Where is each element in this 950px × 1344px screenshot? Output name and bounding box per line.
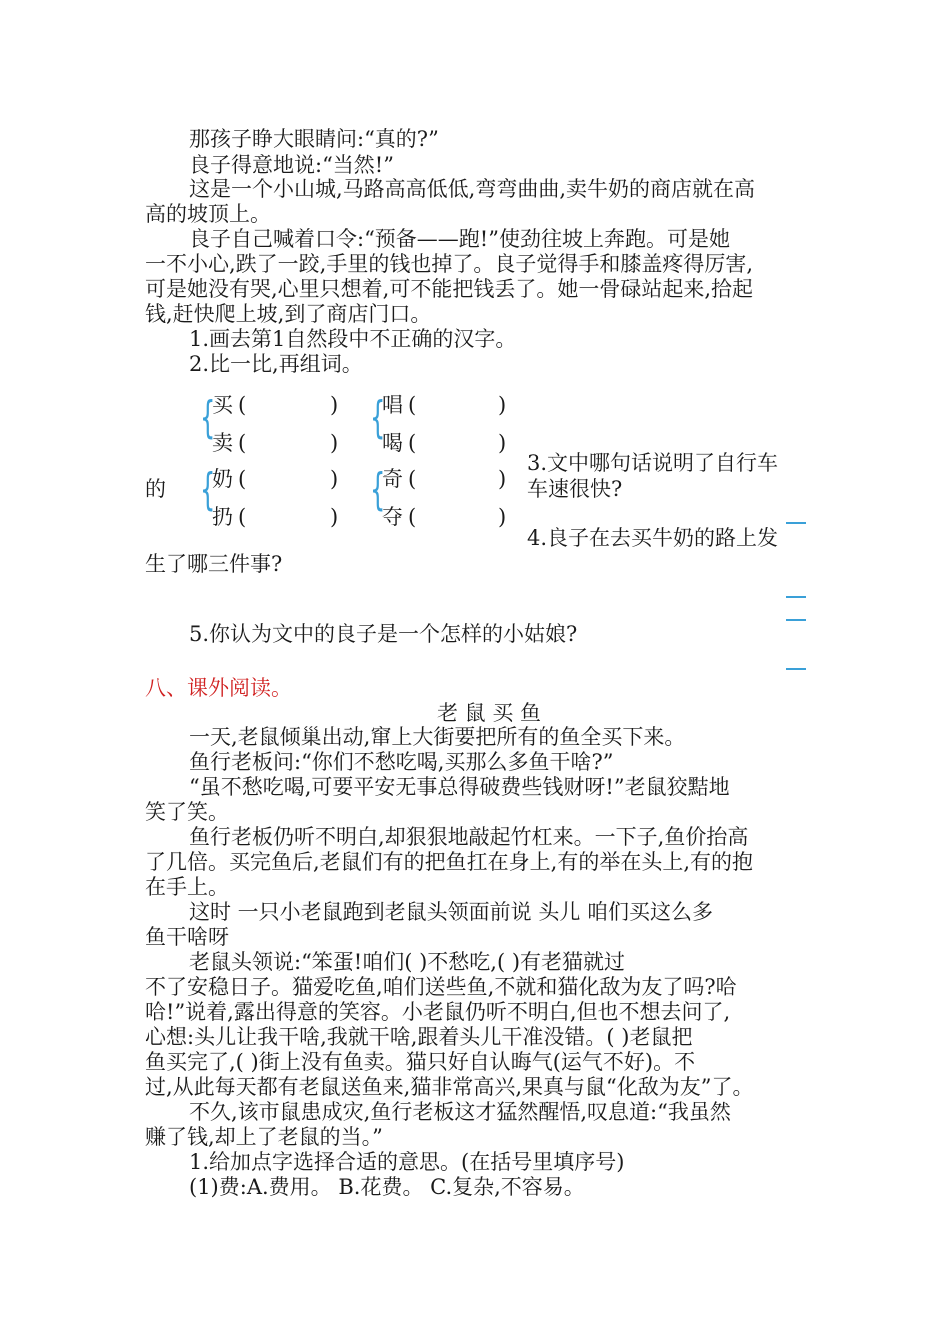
blank-open-paren: (: [238, 505, 247, 529]
word-char: 卖: [212, 431, 233, 455]
blank-close-paren: ): [330, 505, 339, 529]
passage-line: 这是一个小山城,马路高高低低,弯弯曲曲,卖牛奶的商店就在高: [189, 177, 756, 201]
passage-line: 良子得意地说:“当然!”: [189, 153, 394, 177]
blank-open-paren: (: [408, 431, 417, 455]
passage-line: 可是她没有哭,心里只想着,可不能把钱丢了。她一骨碌站起来,拾起: [145, 277, 754, 301]
answer-line: [786, 619, 806, 621]
brace-icon: {: [370, 392, 386, 443]
story-line: 赚了钱,却上了老鼠的当。”: [145, 1125, 383, 1149]
word-char: 奇: [382, 467, 403, 491]
story-line: 鱼买完了,( )街上没有鱼卖。猫只好自认晦气(运气不好)。不: [145, 1050, 696, 1074]
blank-close-paren: ): [498, 467, 507, 491]
story-line: 一天,老鼠倾巢出动,窜上大街要把所有的鱼全买下来。: [189, 725, 686, 749]
word-char: 扔: [212, 505, 233, 529]
question-2: 2.比一比,再组词。: [189, 352, 363, 376]
story-line: 心想:头儿让我干啥,我就干啥,跟着头儿干准没错。( )老鼠把: [145, 1025, 693, 1049]
story-title: 老 鼠 买 鱼: [437, 701, 542, 725]
section-heading: 八、课外阅读。: [145, 676, 292, 700]
question-5: 5.你认为文中的良子是一个怎样的小姑娘?: [189, 622, 578, 646]
question-1: 1.画去第1自然段中不正确的汉字。: [189, 327, 517, 351]
word-char: 奶: [212, 467, 233, 491]
word-char: 买: [212, 393, 233, 417]
answer-line: [786, 522, 806, 524]
blank-open-paren: (: [408, 505, 417, 529]
story-line: 不了安稳日子。猫爱吃鱼,咱们送些鱼,不就和猫化敌为友了吗?哈: [145, 975, 737, 999]
blank-close-paren: ): [498, 505, 507, 529]
story-line: 鱼行老板仍听不明白,却狠狠地敲起竹杠来。一下子,鱼价抬高: [189, 825, 749, 849]
passage-line: 高的坡顶上。: [145, 202, 271, 226]
blank-open-paren: (: [238, 431, 247, 455]
story-line: 哈!”说着,露出得意的笑容。小老鼠仍听不明白,但也不想去问了,: [145, 1000, 731, 1024]
word-char: 夺: [382, 505, 403, 529]
story-line: 了几倍。买完鱼后,老鼠们有的把鱼扛在身上,有的举在头上,有的抱: [145, 850, 754, 874]
story-question-1-option: (1)费:A.费用。 B.花费。 C.复杂,不容易。: [189, 1175, 585, 1199]
question-3-line: 3.文中哪句话说明了自行车: [527, 451, 779, 475]
story-line: 过,从此每天都有老鼠送鱼来,猫非常高兴,果真与鼠“化敌为友”了。: [145, 1075, 754, 1099]
brace-icon: {: [200, 392, 216, 443]
story-line: 在手上。: [145, 875, 229, 899]
passage-line: 良子自己喊着口令:“预备——跑!”使劲往坡上奔跑。可是她: [189, 227, 730, 251]
question-4-line: 生了哪三件事?: [145, 552, 283, 576]
story-line: 鱼行老板问:“你们不愁吃喝,买那么多鱼干啥?”: [189, 750, 614, 774]
passage-line: 那孩子睁大眼睛问:“真的?”: [189, 127, 439, 151]
passage-line: 钱,赶快爬上坡,到了商店门口。: [145, 302, 432, 326]
story-line: 笑了笑。: [145, 800, 229, 824]
de-label: 的: [145, 477, 166, 501]
blank-close-paren: ): [330, 467, 339, 491]
story-line: 不久,该市鼠患成灾,鱼行老板这才猛然醒悟,叹息道:“我虽然: [189, 1100, 731, 1124]
blank-open-paren: (: [238, 393, 247, 417]
story-line: “虽不愁吃喝,可要平安无事总得破费些钱财呀!”老鼠狡黠地: [189, 775, 730, 799]
blank-open-paren: (: [408, 393, 417, 417]
passage-line: 一不小心,跌了一跤,手里的钱也掉了。良子觉得手和膝盖疼得厉害,: [145, 252, 754, 276]
word-char: 唱: [382, 393, 403, 417]
blank-open-paren: (: [238, 467, 247, 491]
answer-line: [786, 596, 806, 598]
blank-close-paren: ): [498, 393, 507, 417]
word-char: 喝: [382, 431, 403, 455]
story-line: 这时 一只小老鼠跑到老鼠头领面前说 头儿 咱们买这么多: [189, 900, 714, 924]
story-question-1: 1.给加点字选择合适的意思。(在括号里填序号): [189, 1150, 625, 1174]
blank-close-paren: ): [330, 431, 339, 455]
question-3-line: 车速很快?: [527, 477, 623, 501]
blank-open-paren: (: [408, 467, 417, 491]
blank-close-paren: ): [498, 431, 507, 455]
story-line: 老鼠头领说:“笨蛋!咱们( )不愁吃,( )有老猫就过: [189, 950, 626, 974]
brace-icon: {: [200, 464, 216, 515]
blank-close-paren: ): [330, 393, 339, 417]
story-line: 鱼干啥呀: [145, 925, 229, 949]
question-4-line: 4.良子在去买牛奶的路上发: [527, 526, 779, 550]
answer-line: [786, 668, 806, 670]
brace-icon: {: [370, 464, 386, 515]
